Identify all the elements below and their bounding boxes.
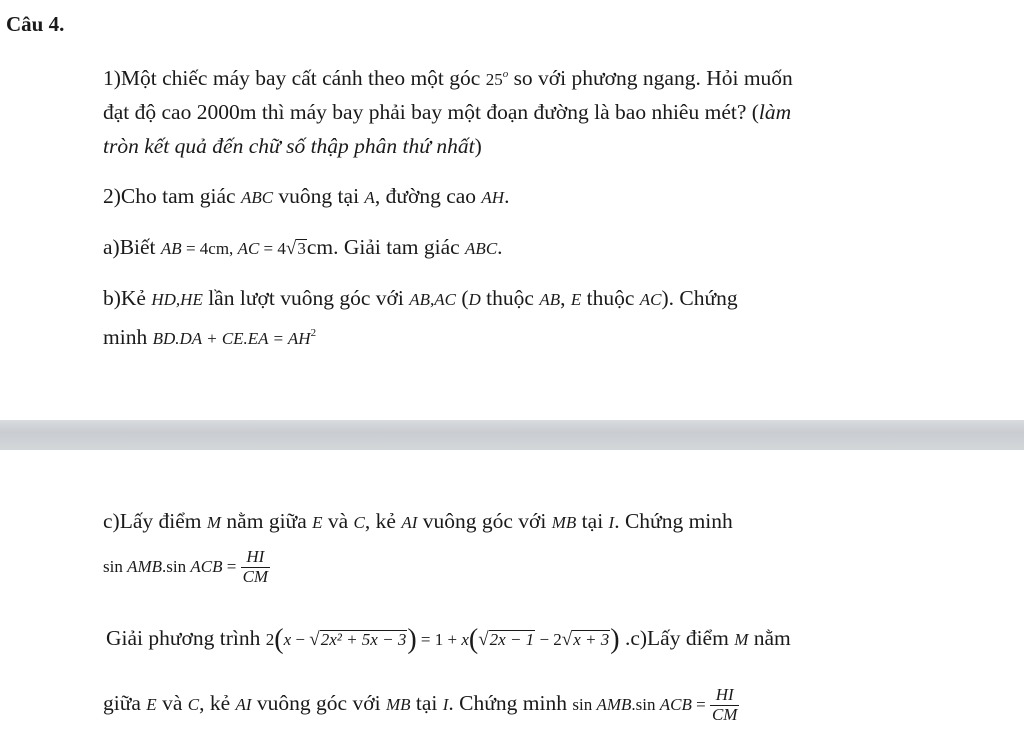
- eq-coef-2: 2: [265, 630, 275, 649]
- part-a-line: [103, 235, 503, 260]
- part-b-text-b: lần lượt vuông góc với: [202, 286, 410, 310]
- part-b-text-g: ). Chứng: [661, 286, 738, 310]
- math-m: M: [206, 513, 222, 532]
- math-i-2: I: [442, 695, 449, 715]
- math-ab: AB: [160, 239, 182, 258]
- math-ah: AH: [481, 188, 505, 207]
- math-c-2: C: [187, 695, 200, 715]
- part2-text-b: vuông tại: [273, 184, 365, 208]
- part-c-text-b: nằm giữa: [221, 509, 313, 533]
- page-break-separator: [0, 420, 1024, 450]
- fraction-numerator-2: HI: [710, 686, 740, 706]
- part-b-minh: minh: [103, 325, 153, 349]
- math-equals-2: =: [691, 695, 710, 715]
- eq-x1: x: [283, 630, 292, 649]
- paren-close: ): [407, 624, 417, 655]
- part-c-text-f: tại: [576, 509, 609, 533]
- eq-equals: = 1 +: [416, 630, 462, 649]
- eq-minus-2: − 2: [535, 630, 562, 649]
- last-text-d: vuông góc với: [251, 691, 386, 716]
- last-line: [103, 686, 739, 724]
- eq-radicand-2: 2x − 1: [489, 630, 535, 649]
- math-mb: MB: [551, 513, 577, 532]
- math-sin-2: .sin: [162, 557, 191, 577]
- equation-intro: Giải phương trình: [106, 626, 266, 650]
- part-b-text-c: (: [455, 286, 469, 310]
- last-text-b: và: [156, 691, 188, 716]
- part-a-text: a)Biết: [103, 235, 161, 259]
- math-m-2: M: [734, 630, 749, 649]
- part-a-end: .: [497, 235, 503, 259]
- sqrt-sign-3: √: [561, 629, 573, 650]
- eq-x2: x: [461, 630, 469, 649]
- last-text-a: giữa: [103, 691, 147, 716]
- math-sin-4: .sin: [631, 695, 660, 715]
- part-b-line2: [103, 325, 316, 350]
- math-d: D: [468, 290, 481, 309]
- math-abc-2: ABC: [465, 239, 498, 258]
- part-b-text-f: thuộc: [581, 286, 640, 310]
- fraction-hi-cm-2: [710, 686, 740, 724]
- math-a: A: [364, 188, 375, 207]
- paren-close-2: ): [610, 624, 620, 655]
- math-acb: ACB: [190, 557, 223, 577]
- part-b-text-d: thuộc: [480, 286, 540, 310]
- math-mb-2: MB: [385, 695, 411, 715]
- part1-text: 1)Một chiếc máy bay cất cánh theo một góc: [103, 66, 486, 90]
- part-b-text-e: ,: [560, 286, 571, 310]
- ac-radicand: 3: [297, 239, 306, 258]
- math-ac: AC: [237, 239, 260, 258]
- last-text-c: , kẻ: [199, 691, 236, 716]
- equation-line: [106, 624, 791, 656]
- math-ac-2: AC: [639, 290, 662, 309]
- ac-value-pre: = 4: [259, 239, 286, 258]
- part-c-line1: [103, 509, 733, 534]
- sqrt-sign: √: [285, 238, 297, 259]
- math-e-3: E: [146, 695, 157, 715]
- sqrt-sign-1: √: [309, 629, 320, 650]
- math-sin-1: sin: [103, 557, 128, 577]
- angle-value: 25: [485, 70, 503, 89]
- part1-line3: [103, 134, 482, 159]
- math-ai: AI: [401, 513, 418, 532]
- math-exponent: 2: [310, 326, 317, 339]
- last-text-f: . Chứng minh: [448, 691, 573, 716]
- part1-text-2: đạt độ cao 2000m thì máy bay phải bay một đoạn đường là bao nhiêu mét? (: [103, 100, 759, 124]
- math-amb: AMB: [127, 557, 163, 577]
- part1-italic-3: tròn kết quả đến chữ số thập phân thứ nhất: [103, 134, 475, 158]
- fraction-numerator: HI: [241, 548, 271, 568]
- math-sin-3: sin: [572, 695, 597, 715]
- math-e: E: [570, 290, 582, 309]
- part2-text-a: 2)Cho tam giác: [103, 184, 241, 208]
- math-i: I: [608, 513, 615, 532]
- part2-text-d: .: [504, 184, 510, 208]
- math-ab-2: AB: [539, 290, 561, 309]
- last-text-e: tại: [410, 691, 443, 716]
- part2-line: [103, 184, 509, 209]
- math-ai-2: AI: [235, 695, 252, 715]
- question-title: Câu 4.: [6, 12, 65, 36]
- equation-tail: .c)Lấy điểm: [619, 626, 735, 650]
- sqrt-sign-2: √: [478, 629, 489, 650]
- math-e-2: E: [312, 513, 323, 532]
- part1-italic-2: làm: [758, 100, 792, 124]
- paren-open-2: (: [468, 624, 479, 655]
- part-b-line1: [103, 286, 738, 311]
- eq-radicand-1: 2x² + 5x − 3: [320, 630, 407, 649]
- part-c-text-g: . Chứng minh: [614, 509, 733, 533]
- degree-mark: o: [502, 67, 509, 80]
- part1-line1: [103, 66, 793, 91]
- part1-line2: [103, 100, 791, 125]
- part-c-text-e: vuông góc với: [417, 509, 552, 533]
- part-c-text-c: và: [322, 509, 354, 533]
- paren-open: (: [274, 624, 284, 655]
- fraction-denominator-2: CM: [711, 704, 738, 724]
- eq-radicand-3: x + 3: [573, 630, 610, 649]
- math-bd-formula: BD.DA + CE.EA = AH: [152, 329, 311, 348]
- part-a-unit: cm. Giải tam giác: [306, 235, 466, 259]
- math-acb-2: ACB: [659, 695, 692, 715]
- part-c-line2: [103, 548, 270, 586]
- math-c: C: [353, 513, 365, 532]
- equation-tail-2: nằm: [748, 626, 791, 650]
- math-amb-2: AMB: [596, 695, 632, 715]
- part2-text-c: , đường cao: [374, 184, 482, 208]
- part-c-text-d: , kẻ: [364, 509, 402, 533]
- fraction-denominator: CM: [242, 566, 269, 586]
- part-b-text-a: b)Kẻ: [103, 286, 152, 310]
- part1-text-b: so với phương ngang. Hỏi muốn: [508, 66, 793, 90]
- math-abc: ABC: [240, 188, 274, 207]
- part1-close: ): [474, 134, 482, 158]
- eq-minus: −: [291, 630, 310, 649]
- math-abac: AB,AC: [409, 290, 456, 309]
- ab-value: = 4cm,: [181, 239, 238, 258]
- part-c-text-a: c)Lấy điểm: [103, 509, 207, 533]
- math-equals: =: [222, 557, 241, 577]
- fraction-hi-cm: [241, 548, 271, 586]
- math-hdhe: HD,HE: [151, 290, 203, 309]
